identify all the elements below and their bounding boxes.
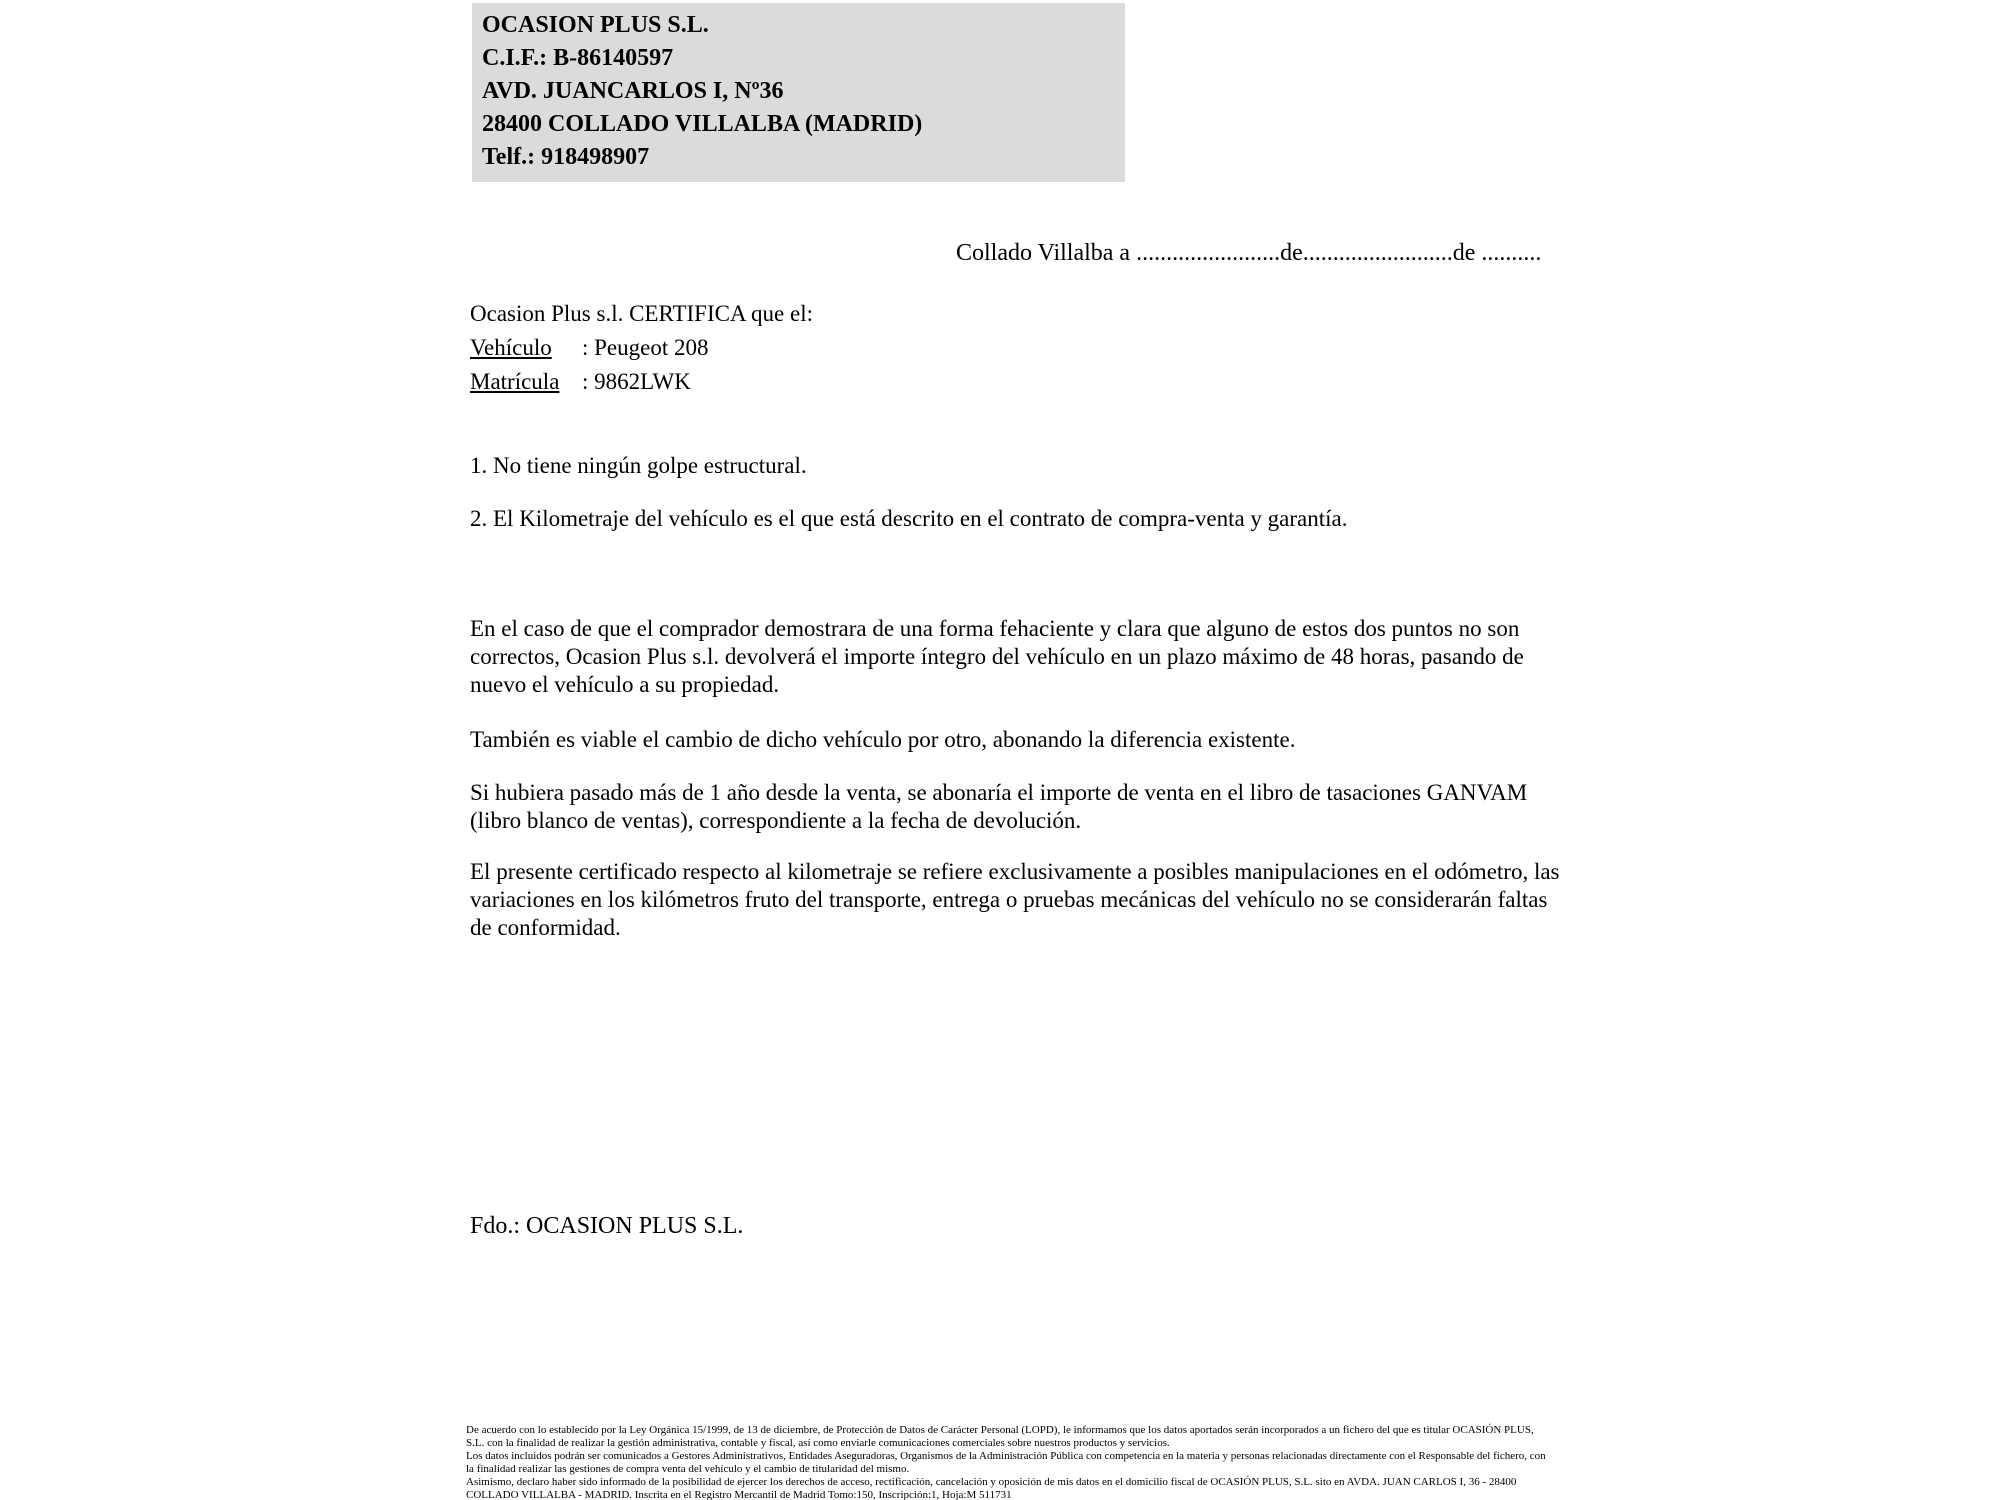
company-header-box	[472, 3, 1125, 182]
plate-label-wrap	[470, 368, 582, 396]
footer-line-rights: Asimismo, declaro haber sido informado de la posibilidad de ejercer los derechos de acceso, rectificación, cancelación y oposición de mis datos en el domicilio fiscal de OCASIÓN PLUS, S.L. sito en AVDA. JUAN CARLOS I, 36 - 28400 COLLADO VILLALBA - MADRID. Inscrita en el Registro Mercantil de Madrid Tomo:150, Inscripción:1, Hoja:M 511731	[466, 1476, 1517, 1500]
company-phone: Telf.: 918498907	[482, 144, 650, 170]
paragraph-ganvam: Si hubiera pasado más de 1 año desde la venta, se abonaría el importe de venta en el libro de tasaciones GANVAM (libro blanco de ventas), correspondiente a la fecha de devolución.	[470, 780, 1528, 833]
paragraph-odometer: El presente certificado respecto al kilometraje se refiere exclusivamente a posibles manipulaciones en el odómetro, las variaciones en los kilómetros fruto del transporte, entrega o pruebas mecánicas del vehículo no se considerarán faltas de conformidad.	[470, 859, 1560, 940]
vehicle-value: : Peugeot 208	[582, 335, 709, 360]
condition-point-1: 1. No tiene ningún golpe estructural.	[470, 453, 807, 478]
plate-label: Matrícula	[470, 369, 560, 394]
vehicle-label-wrap	[470, 334, 582, 362]
footer-line-lopd: De acuerdo con lo establecido por la Ley Orgánica 15/1999, de 13 de diciembre, de Protección de Datos de Carácter Personal (LOPD), le informamos que los datos aportados serán incorporados a un fichero del que es titular OCASIÓN PLUS, S.L. con la finalidad de realizar la gestión administrativa, contable y fiscal, así como enviarle comunicaciones comerciales sobre nuestros productos y servicios.	[466, 1424, 1534, 1449]
signature-line: Fdo.: OCASION PLUS S.L.	[470, 1213, 744, 1239]
vehicle-row	[470, 334, 1565, 362]
vehicle-label: Vehículo	[470, 335, 552, 360]
company-city: 28400 COLLADO VILLALBA (MADRID)	[482, 111, 923, 137]
footer-line-data-sharing: Los datos incluidos podrán ser comunicados a Gestores Administrativos, Entidades Aseguradoras, Organismos de la Administración Pública con competencia en la materia y personas relacionadas directamente con el Responsable del fichero, con la finalidad realizar las gestiones de compra venta del vehículo y el cambio de titularidad del mismo.	[466, 1450, 1546, 1475]
condition-point-2: 2. El Kilometraje del vehículo es el que está descrito en el contrato de compra-venta y garantía.	[470, 506, 1348, 531]
plate-row	[470, 368, 1565, 396]
certifica-line: Ocasion Plus s.l. CERTIFICA que el:	[470, 301, 813, 326]
paragraph-exchange: También es viable el cambio de dicho vehículo por otro, abonando la diferencia existente.	[470, 727, 1296, 752]
company-name: OCASION PLUS S.L.	[482, 12, 709, 38]
plate-value: : 9862LWK	[582, 369, 691, 394]
paragraph-refund: En el caso de que el comprador demostrara de una forma fehaciente y clara que alguno de estos dos puntos no son correctos, Ocasion Plus s.l. devolverá el importe íntegro del vehículo en un plazo máximo de 48 horas, pasando de nuevo el vehículo a su propiedad.	[470, 616, 1524, 697]
legal-footer	[466, 1424, 1551, 1500]
company-cif: C.I.F.: B-86140597	[482, 45, 674, 71]
company-address: AVD. JUANCARLOS I, Nº36	[482, 78, 784, 104]
date-line: Collado Villalba a ........................de.........................de ..........	[956, 240, 1542, 266]
